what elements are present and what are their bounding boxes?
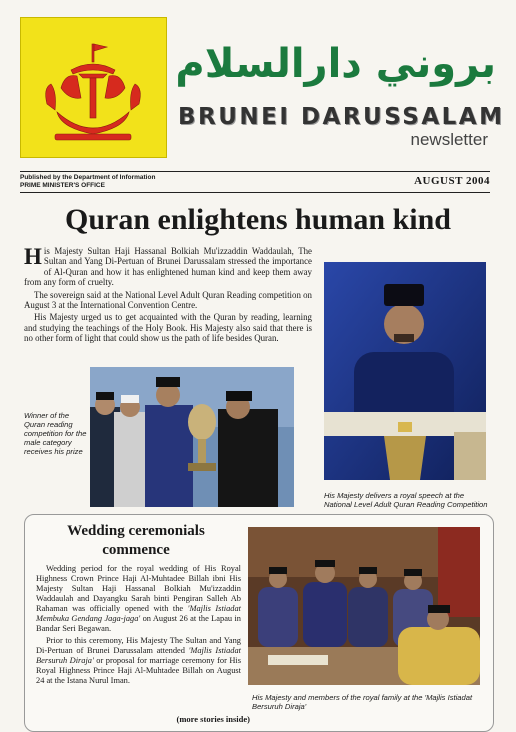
article-paragraph: His Majesty Sultan Haji Hassanal Bolkiah Mu'izzaddin Waddaulah, The Sultan and Yang Di-Pertuan of Brunei Darussalam stressed the importance of Al-Quran and how it has enlightened human kind and keep them away from any form of cruelty. bbox=[24, 244, 312, 288]
publisher-info bbox=[20, 174, 210, 190]
brunei-crest-icon bbox=[21, 18, 166, 157]
national-emblem bbox=[20, 17, 167, 158]
drop-cap: H bbox=[24, 244, 42, 269]
prize-photo-caption: Winner of the Quran reading competition for the male category receives his prize bbox=[24, 411, 87, 456]
royal-family-photo bbox=[248, 527, 480, 685]
wedding-article-body bbox=[36, 564, 241, 688]
article-paragraph: Wedding period for the royal wedding of His Royal Highness Crown Prince Haji Al-Muhtadee Billah ibni His Majesty Sultan Haji Hassanal Bolkiah Mu'izzaddin Waddaulah and Dayangku Sarah binti Pengiran Salleh Ab Rahaman was officially opened with the 'Majlis Istiadat Membuka Gendang Jaga-jaga' on August 26 at the Lapau in Bandar Seri Begawan. bbox=[36, 564, 241, 633]
bottom-rule bbox=[20, 192, 490, 193]
prize-photo bbox=[90, 367, 294, 507]
main-article-body bbox=[24, 246, 312, 346]
wedding-heading: Wedding ceremonials commence bbox=[67, 523, 205, 558]
masthead-title: BRUNEI DARUSSALAM bbox=[178, 104, 505, 130]
ceremony-scene-illustration bbox=[248, 527, 480, 685]
main-headline: Quran enlightens human kind bbox=[65, 203, 451, 236]
royal-family-photo-caption: His Majesty and members of the royal family at the 'Majlis Istiadat Bersuruh Diraja' bbox=[252, 693, 473, 711]
publisher-line-1: Published by the Department of Information bbox=[20, 174, 156, 181]
arabic-masthead: بروني دارالسلام bbox=[175, 41, 496, 87]
prize-scene-illustration bbox=[90, 367, 294, 507]
more-stories-link[interactable]: (more stories inside) bbox=[176, 714, 250, 724]
article-paragraph: His Majesty urged us to get acquainted with the Quran by reading, learning and studying the teachings of the Holy Book. His Majesty also said that there is no other form of light that could show us the path of life besides Quran. bbox=[24, 312, 312, 344]
article-paragraph: Prior to this ceremony, His Majesty The Sultan and Yang Di-Pertuan of Brunei Darussalam attended 'Majlis Istiadat Bersuruh Diraja' or proposal for marriage ceremony for His Royal Highness Prince Haji Al-Muhtadee Billah on August 24 at the Istana Nurul Iman. bbox=[36, 636, 241, 685]
article-paragraph: The sovereign said at the National Level Adult Quran Reading competition on August 3 at the International Convention Centre. bbox=[24, 289, 312, 311]
speech-scene-illustration bbox=[324, 262, 486, 480]
issue-date: AUGUST 2004 bbox=[414, 175, 490, 187]
speech-photo bbox=[324, 262, 486, 480]
speech-photo-caption: His Majesty delivers a royal speech at the National Level Adult Quran Reading Competition bbox=[324, 491, 488, 509]
masthead-subtitle: newsletter bbox=[410, 130, 488, 149]
top-rule bbox=[20, 171, 490, 172]
publisher-line-2: PRIME MINISTER'S OFFICE bbox=[20, 182, 105, 189]
